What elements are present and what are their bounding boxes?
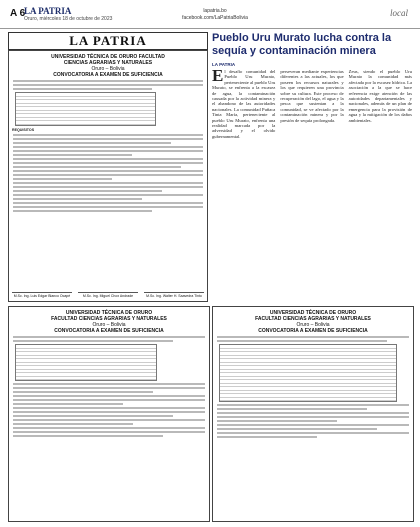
banner-la-patria: LA PATRIA xyxy=(8,32,208,50)
ad-heading: CONVOCATORIA A EXAMEN DE SUFICIENCIA xyxy=(258,328,368,334)
ad-subtitle: CIENCIAS AGRARIAS Y NATURALES xyxy=(63,60,153,66)
ad-table xyxy=(15,92,156,126)
article xyxy=(212,32,412,139)
site-link[interactable]: lapatria.bo xyxy=(203,8,227,14)
ad-title: UNIVERSIDAD TÉCNICA DE ORURO FACULTAD xyxy=(51,54,165,60)
ad-heading: CONVOCATORIA A EXAMEN DE SUFICIENCIA xyxy=(54,328,164,334)
ad-intro-text xyxy=(9,80,207,90)
drop-cap: E xyxy=(212,66,224,85)
ad-table xyxy=(15,344,157,381)
signature-3: M.Sc. Ing. Walter H. Saavedra Tinto xyxy=(144,292,204,298)
ad-intro-text xyxy=(213,336,413,342)
convocatoria-ad-2 xyxy=(8,306,210,522)
ad-title: UNIVERSIDAD TÉCNICA DE ORURO xyxy=(65,310,153,316)
header-links xyxy=(160,8,270,22)
ad-body-text xyxy=(213,404,413,438)
ad-body-text xyxy=(9,383,209,437)
ad-title: UNIVERSIDAD TÉCNICA DE ORURO xyxy=(269,310,357,316)
signature-2: M.Sc. Ing. Miguel Chox Andrade xyxy=(78,292,138,298)
newspaper-logo: LA PATRIA xyxy=(24,6,72,16)
section-label: local xyxy=(390,8,408,18)
signature-1: M.Sc. Ing. Luis Edgar Blanco Ocapé xyxy=(13,294,71,298)
page-header xyxy=(0,0,420,29)
issue-date: Oruro, miércoles 18 de octubre de 2023 xyxy=(24,16,113,22)
article-col-2: perseveran mediante experiencias diferentes a las actuales, los que poseen los recursos naturales y los que requieren una provincia sobre su cultura. Este proceso de recuperación del lago, el agua y la pesca que sustentan a la comunidad, se ve afectado por la contaminación minera y por la presión de sequía prolongada. xyxy=(280,69,344,123)
article-col-1: El desafío comunidad del Pueblo Uru Murato, perteneciente al pueblo Uru Murato, se enfrenta a la escasez de agua, la contaminación causada por la actividad minera y el abandono de las autoridades nacionales. La comunidad Puñaca Tinta María, perteneciente al pueblo Uru Murato, enfrenta una realidad marcada por la adversidad y el olvido gubernamental. xyxy=(212,66,276,139)
ad-subtitle: FACULTAD CIENCIAS AGRARIAS Y NATURALES xyxy=(255,316,371,322)
ad-location: Oruro – Bolivia xyxy=(296,322,330,328)
ad-body-text xyxy=(9,134,207,212)
ad-heading: CONVOCATORIA A EXAMEN DE SUFICIENCIA xyxy=(53,72,163,78)
article-kicker: LA PATRIA xyxy=(212,62,236,67)
ad-location: Oruro – Bolivia xyxy=(92,322,126,328)
article-col-3: Zeus, siendo el pueblo Uru Murato la comunidad más afectada por la escasez hídrica. La asociación a la que se hace referencia exige atención de las autoridades departamentales y nacionales, además de un plan de emergencia para la provisión de agua y la mitigación de los daños ambientales. xyxy=(348,69,412,123)
ad-signatures xyxy=(9,292,207,298)
page-number: A 6 xyxy=(10,8,26,19)
ad-intro-text xyxy=(9,336,209,342)
ad-table xyxy=(219,344,397,402)
convocatoria-ad-3 xyxy=(212,306,414,522)
article-headline: Pueblo Uru Murato lucha contra la sequía y contaminación minera xyxy=(212,32,392,57)
ad-requisitos: REQUISITOS xyxy=(12,127,35,132)
social-link[interactable]: facebook.com/LaPatriaBolivia xyxy=(182,15,248,21)
convocatoria-ad-1 xyxy=(8,50,208,302)
ad-subtitle: FACULTAD CIENCIAS AGRARIAS Y NATURALES xyxy=(51,316,167,322)
article-columns xyxy=(212,66,412,139)
ad-location: Oruro – Bolivia xyxy=(91,66,125,72)
